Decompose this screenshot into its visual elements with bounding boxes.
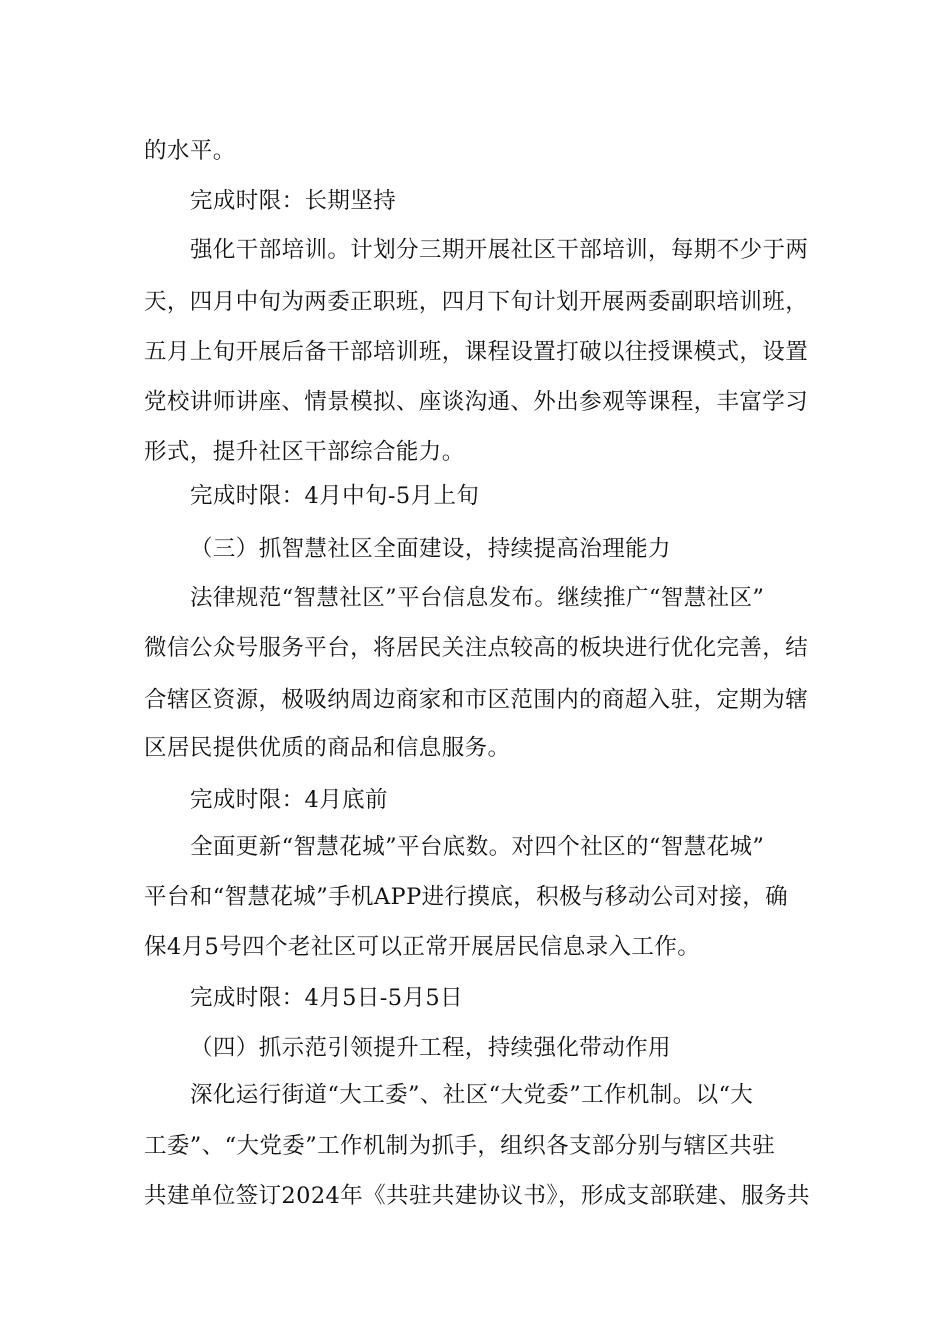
deadline-line: 完成时限：4月5日-5月5日 <box>190 985 463 1011</box>
text-line: 合辖区资源，极吸纳周边商家和市区范围内的商超入驻，定期为辖 <box>144 687 809 713</box>
text-line: 平台和“智慧花城”手机APP进行摸底，积极与移动公司对接，确 <box>144 884 789 910</box>
deadline-line: 完成时限：4月底前 <box>190 787 388 813</box>
paragraph-start: 深化运行街道“大工委”、社区“大党委”工作机制。以“大 <box>190 1082 754 1108</box>
text-line: 共建单位签订2024年《共驻共建协议书》，形成支部联建、服务共 <box>144 1183 810 1209</box>
text-line: 五月上旬开展后备干部培训班，课程设置打破以往授课模式，设置 <box>144 339 809 365</box>
paragraph-start: 法律规范“智慧社区”平台信息发布。继续推广“智慧社区” <box>190 585 765 611</box>
paragraph-start: 全面更新“智慧花城”平台底数。对四个社区的“智慧花城” <box>190 834 765 860</box>
paragraph-start: 强化干部培训。计划分三期开展社区干部培训，每期不少于两 <box>190 237 809 263</box>
text-line: 微信公众号服务平台，将居民关注点较高的板块进行优化完善，结 <box>144 635 809 661</box>
text-line: 保4月5号四个老社区可以正常开展居民信息录入工作。 <box>144 934 701 960</box>
deadline-line: 完成时限：长期坚持 <box>190 188 397 214</box>
text-line: 天，四月中旬为两委正职班，四月下旬计划开展两委副职培训班， <box>144 289 809 315</box>
section-heading: （四）抓示范引领提升工程，持续强化带动作用 <box>190 1035 671 1061</box>
text-line: 形式，提升社区干部综合能力。 <box>144 439 465 465</box>
section-heading: （三）抓智慧社区全面建设，持续提高治理能力 <box>190 536 671 562</box>
text-line: 的水平。 <box>144 138 236 164</box>
deadline-line: 完成时限：4月中旬-5月上旬 <box>190 483 480 509</box>
text-line: 党校讲师讲座、情景模拟、座谈沟通、外出参观等课程，丰富学习 <box>144 389 809 415</box>
text-line: 区居民提供优质的商品和信息服务。 <box>144 735 511 761</box>
text-line: 工委”、“大党委”工作机制为抓手，组织各支部分别与辖区共驻 <box>144 1133 776 1159</box>
